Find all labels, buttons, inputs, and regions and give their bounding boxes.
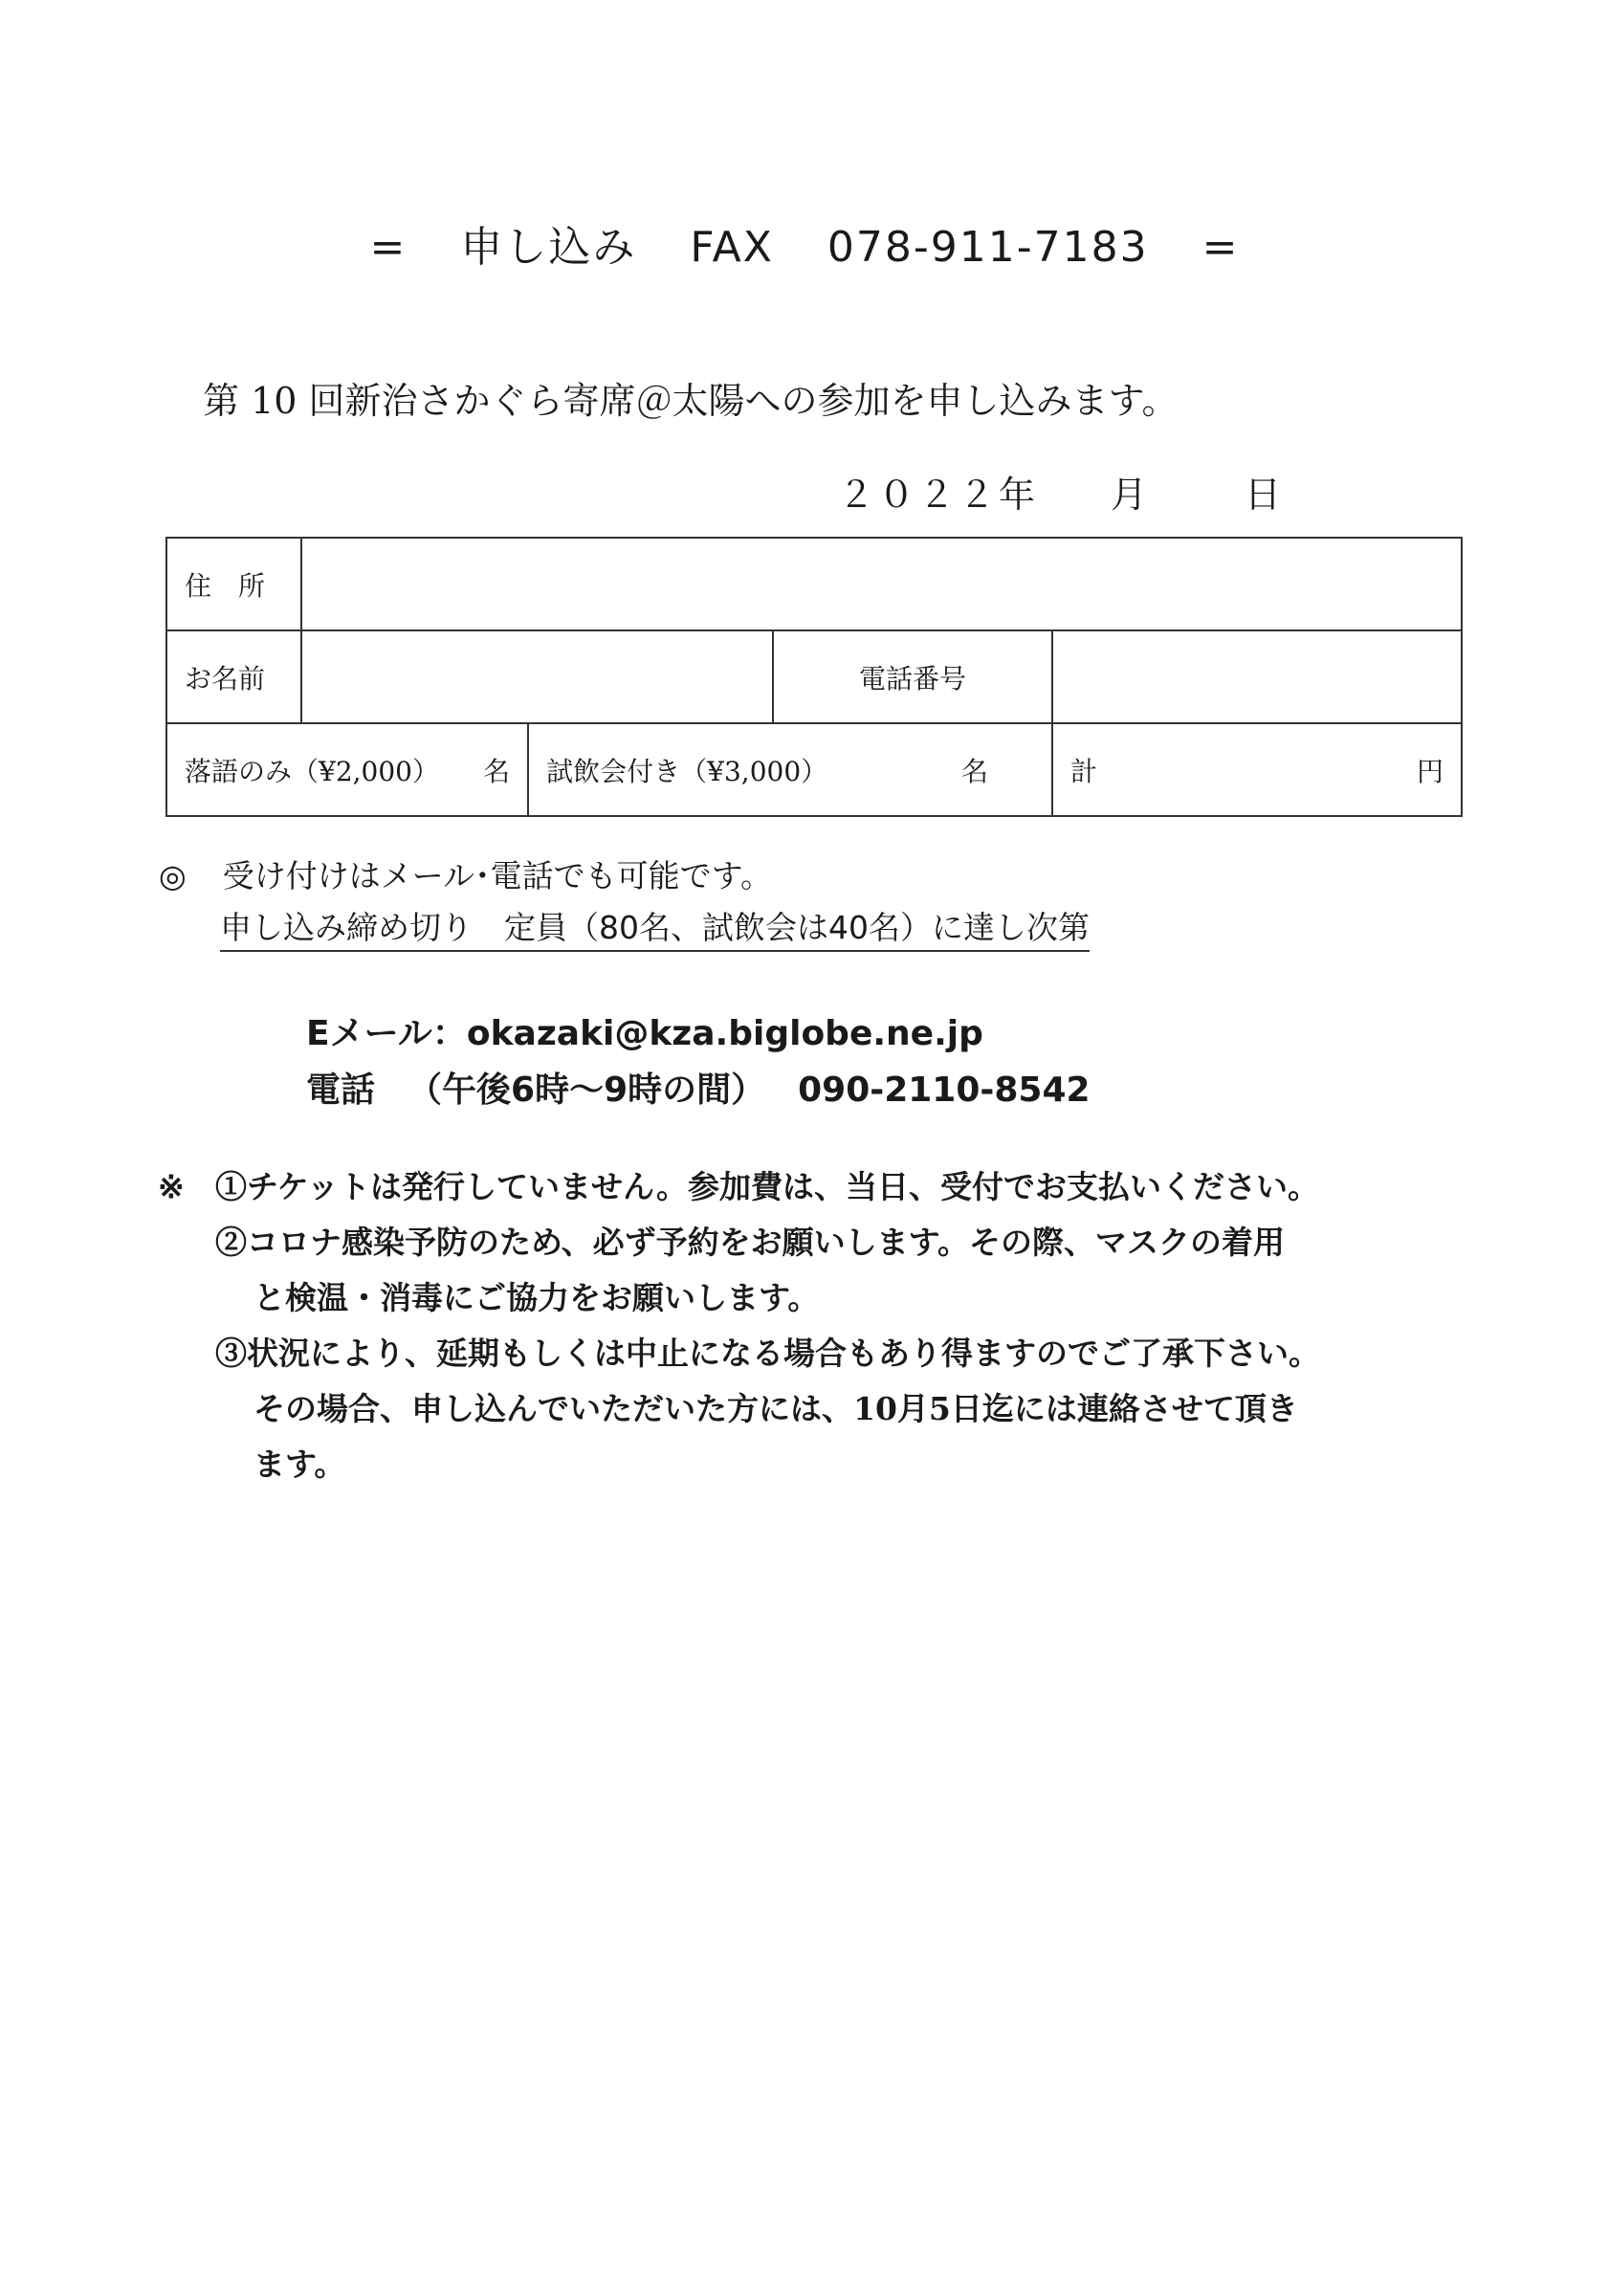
contact-phone [306, 1063, 1123, 1112]
double-circle-icon: ◎ [159, 857, 187, 894]
contact-email: Eメール：okazaki@kza.biglobe.ne.jp [306, 1014, 983, 1053]
name-label: お名前 [166, 630, 301, 723]
address-field[interactable] [301, 538, 1462, 630]
contact-phone-hours: （午後6時～9時の間） [408, 1071, 766, 1110]
total-unit: 円 [1416, 755, 1444, 787]
header-apply: 申し込み [460, 223, 637, 272]
rakugo-only-cell[interactable] [166, 723, 528, 816]
note-item: ます。 [253, 1446, 346, 1483]
contact-phone-number: 090-2110-8542 [798, 1071, 1091, 1110]
date-day: 日 [1245, 474, 1282, 516]
header-fax-label: FAX [690, 223, 774, 272]
total-cell[interactable] [1052, 723, 1462, 816]
note-item: と検温・消毒にご協力をお願いします。 [253, 1279, 820, 1316]
application-date [838, 465, 1281, 518]
note-item: ③状況により、延期もしくは中止になる場合もあり得ますのでご了承下さい。 [215, 1335, 1320, 1372]
notes-block [158, 1159, 1320, 1492]
tasting-unit: 名 [960, 755, 988, 787]
date-month: 月 [1111, 474, 1148, 516]
note-item: ①チケットは発行していません。参加費は、当日、受付でお支払いください。 [215, 1168, 1320, 1205]
phone-field[interactable] [1052, 630, 1462, 723]
rakugo-only-unit: 名 [483, 755, 511, 787]
contact-phone-label: 電話 [306, 1071, 376, 1110]
reception-note [159, 851, 772, 896]
application-form [165, 537, 1463, 817]
note-item: その場合、申し込んでいただいた方には、10月5日迄には連絡させて頂き [253, 1390, 1298, 1427]
deadline-note: 申し込み締め切り 定員（80名、試飲会は40名）に達し次第 [220, 903, 1090, 952]
reference-mark-icon: ※ [158, 1168, 185, 1205]
header-eq-right: = [1201, 223, 1240, 272]
total-label: 計 [1070, 755, 1098, 787]
address-label: 住 所 [166, 538, 301, 630]
rakugo-only-label: 落語のみ（¥2,000） [185, 755, 439, 787]
reception-text: 受け付けはメール･電話でも可能です。 [222, 857, 772, 894]
note-item: ②コロナ感染予防のため、必ず予約をお願いします。その際、マスクの着用 [215, 1224, 1286, 1261]
name-field[interactable] [301, 630, 773, 723]
header-fax-number: 078-911-7183 [827, 223, 1149, 272]
intro-text: 第 10 回新治さかぐら寄席＠太陽への参加を申し込みます。 [203, 380, 1179, 422]
date-year: ２０２２年 [838, 474, 1040, 516]
header-eq-left: = [369, 223, 408, 272]
fax-header [0, 212, 1609, 274]
phone-label: 電話番号 [773, 630, 1052, 723]
tasting-label: 試飲会付き（¥3,000） [546, 755, 828, 787]
tasting-cell[interactable] [528, 723, 1052, 816]
